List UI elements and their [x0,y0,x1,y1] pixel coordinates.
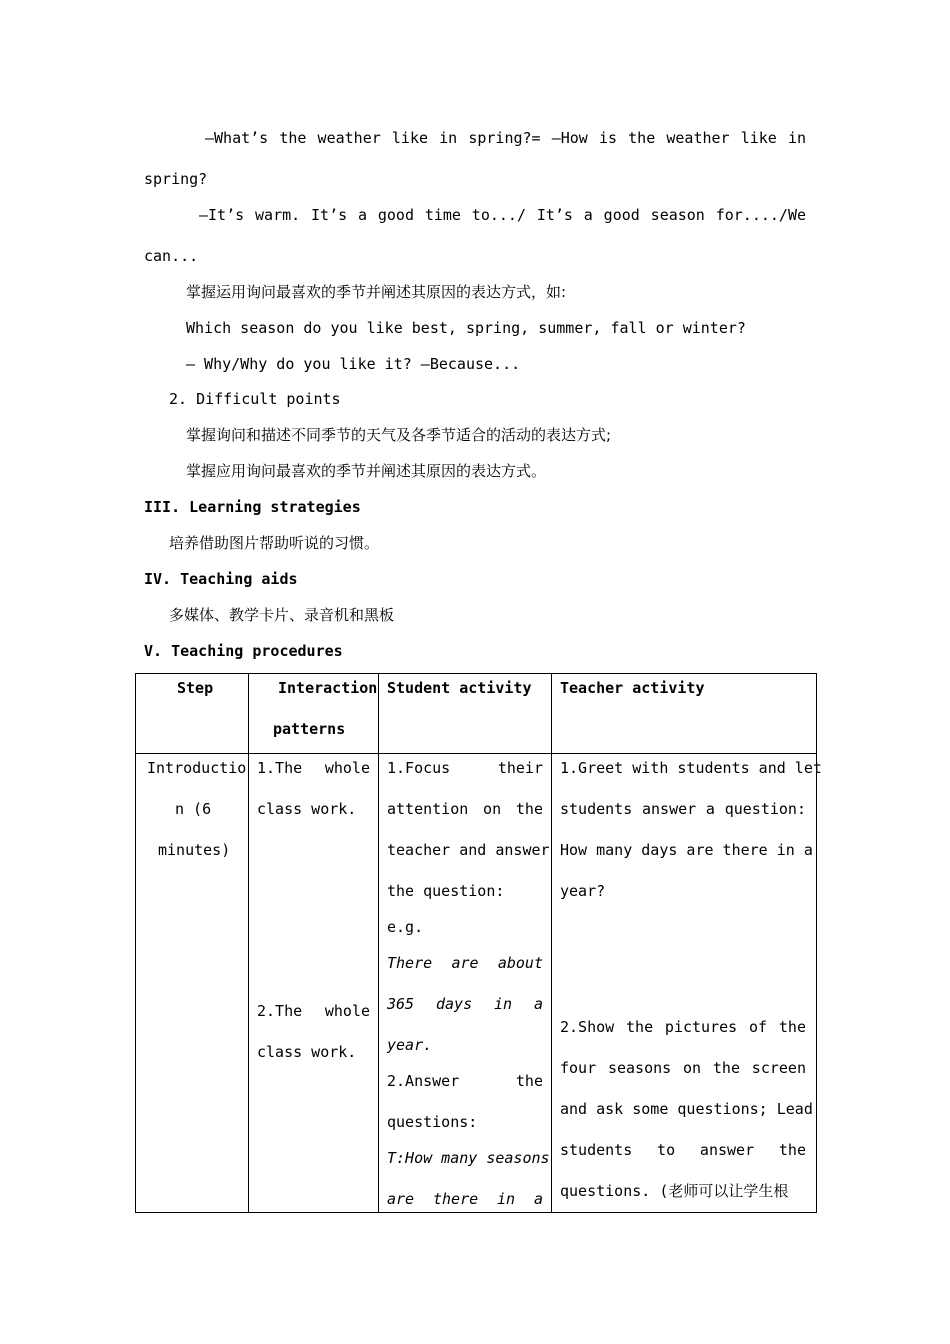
key-point-question-cont: spring? [144,170,208,188]
teacher-line-2: students answer a question: [560,800,806,818]
teaching-procedures-table [135,673,822,1213]
teaching-procedures-heading: V. Teaching procedures [144,642,343,660]
header-student-cell [379,674,552,754]
cell-step-introduction [136,754,249,1213]
student-line-12: are there in a [387,1190,543,1208]
interaction-2-line-2: class work. [257,1043,357,1061]
table-row-introduction [136,754,817,1213]
key-point-answer-cont: can... [144,247,199,265]
step-line-3: minutes) [158,841,231,859]
learning-strategies-heading: III. Learning strategies [144,498,361,516]
interaction-1-line-1: 1.The whole [257,759,370,777]
student-line-4: the question: [387,882,505,900]
key-point-why: — Why/Why do you like it? —Because... [186,355,521,373]
learning-strategies-text: 培养借助图片帮助听说的习惯。 [169,534,380,552]
student-line-6: There are about [387,954,543,972]
key-point-which-season: Which season do you like best, spring, summer, fall or winter? [186,319,746,337]
header-step: Step [177,679,214,697]
key-point-favorite-cn: 掌握运用询问最喜欢的季节并阐述其原因的表达方式，如: [186,283,567,301]
teacher-line-6: four seasons on the screen [560,1059,806,1077]
header-teacher-activity: Teacher activity [560,679,705,697]
difficult-points-heading: 2. Difficult points [169,390,341,408]
student-line-2: attention on the [387,800,543,818]
cell-interaction [249,754,379,1213]
step-line-2: n (6 [175,800,212,818]
student-line-9: 2.Answer the [387,1072,543,1090]
cell-student-activity [379,754,552,1213]
teacher-line-9: questions. (老师可以让学生根 [560,1182,789,1200]
difficult-point-1: 掌握询问和描述不同季节的天气及各季节适合的活动的表达方式; [186,426,612,444]
teaching-aids-text: 多媒体、教学卡片、录音机和黑板 [169,606,395,624]
cell-teacher-activity [552,754,822,1213]
teacher-line-7: and ask some questions; Lead [560,1100,813,1118]
student-line-3: teacher and answer [387,841,550,859]
student-line-7: 365 days in a [387,995,543,1013]
interaction-1-line-2: class work. [257,800,357,818]
key-point-question-line: —What’s the weather like in spring?= —How is the weather like in [205,129,806,147]
header-interaction: Interaction [278,679,378,697]
difficult-point-2: 掌握应用询问最喜欢的季节并阐述其原因的表达方式。 [186,462,547,480]
key-point-answer-line: —It’s warm. It’s a good time to.../ It’s a good season for..../We [199,206,806,224]
teacher-line-5: 2.Show the pictures of the [560,1018,806,1036]
student-line-1: 1.Focus their [387,759,543,777]
teacher-line-8: students to answer the [560,1141,806,1159]
interaction-2-line-1: 2.The whole [257,1002,370,1020]
table-header-row [136,674,817,754]
header-student-activity: Student activity [387,679,532,697]
student-line-8: year. [387,1036,433,1054]
header-interaction-cell [249,674,379,754]
header-step-cell [136,674,249,754]
teacher-line-1: 1.Greet with students and let [560,759,822,777]
teacher-line-3: How many days are there in a [560,841,813,859]
header-teacher-cell [552,674,817,754]
teacher-line-4: year? [560,882,606,900]
student-line-10: questions: [387,1113,478,1131]
teaching-aids-heading: IV. Teaching aids [144,570,298,588]
header-patterns: patterns [273,720,346,738]
student-line-11: T:How many seasons [387,1149,550,1167]
step-line-1: Introductio [147,759,247,777]
student-line-5: e.g. [387,918,424,936]
